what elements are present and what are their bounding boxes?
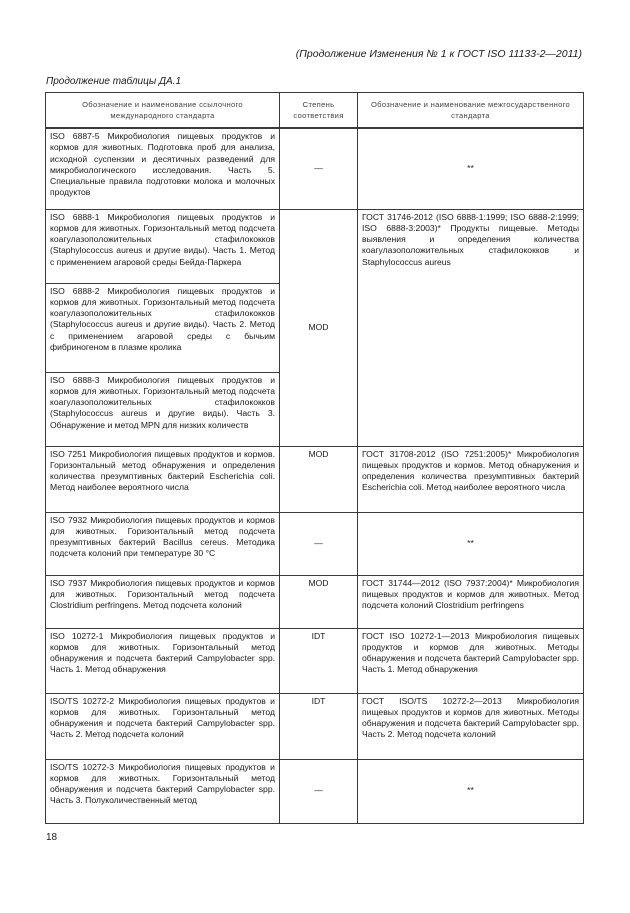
table-row — [46, 446, 584, 512]
table-row — [46, 693, 584, 759]
table-row — [46, 512, 584, 575]
ref-standard-cell: ISO 6888-3 Микробиология пищевых продуктов и кормов для животных. Горизонтальный метод подсчета коагулазоположительных стафилококков (Staphylococcus aureus и другие виды). Часть 3. Обнаружение и метод MPN для низких количеств — [46, 372, 280, 446]
table-row — [46, 575, 584, 628]
interstate-standard-cell: ** — [358, 128, 584, 209]
interstate-standard-cell: ** — [358, 512, 584, 575]
interstate-standard-cell: ГОСТ ISO 10272-1—2013 Микробиология пищевых продуктов и кормов для животных. Методы обнаружения и подсчета бактерий Campylobacter spp. Часть 1. Метод обнаружения — [358, 628, 584, 693]
degree-cell: — — [280, 128, 358, 209]
table-row — [46, 759, 584, 823]
interstate-standard-cell: ГОСТ 31708-2012 (ISO 7251:2005)* Микробиология пищевых продуктов и кормов. Метод обнаружения и определения количества презумптивных бактерий Escherichia coli. Метод наиболее вероятного числа — [358, 446, 584, 512]
ref-standard-cell: ISO/TS 10272-2 Микробиология пищевых продуктов и кормов для животных. Горизонтальный метод обнаружения и подсчета бактерий Campylobacter spp. Часть 2. Метод подсчета колоний — [46, 693, 280, 759]
ref-standard-cell: ISO 7251 Микробиология пищевых продуктов и кормов. Горизонтальный метод обнаружения и определения количества презумптивных бактерий Escherichia coli. Метод наиболее вероятного числа — [46, 446, 280, 512]
degree-cell: IDT — [280, 693, 358, 759]
page-number: 18 — [46, 832, 58, 843]
column-header-ref: Обозначение и наименование ссылочного международного стандарта — [46, 93, 280, 129]
degree-cell: MOD — [280, 209, 358, 446]
degree-cell: MOD — [280, 575, 358, 628]
ref-standard-cell: ISO 7937 Микробиология пищевых продуктов и кормов для животных. Горизонтальный метод подсчета Clostridium perfringens. Метод подсчета колоний — [46, 575, 280, 628]
table-row — [46, 128, 584, 209]
column-header-degree: Степень соответствия — [280, 93, 358, 129]
ref-standard-cell: ISO 10272-1 Микробиология пищевых продуктов и кормов для животных. Горизонтальный метод обнаружения и подсчета бактерий Campylobacter spp. Часть 1. Метод обнаружения — [46, 628, 280, 693]
ref-standard-cell: ISO 6888-2 Микробиология пищевых продуктов и кормов для животных. Горизонтальный метод подсчета коагулазоположительных стафилококков (Staphylococcus aureus и другие виды). Часть 2. Метод с применением агаровой среды с бычьим фибриногеном в плазме кролика — [46, 283, 280, 372]
degree-cell: IDT — [280, 628, 358, 693]
ref-standard-cell: ISO 6888-1 Микробиология пищевых продуктов и кормов для животных. Горизонтальный метод подсчета коагулазоположительных стафилококков (Staphylococcus aureus и другие виды). Часть 1. Метод с применением агаровой среды Бейда-Паркера — [46, 209, 280, 283]
table-header-row — [46, 93, 584, 129]
degree-cell: MOD — [280, 446, 358, 512]
ref-standard-cell: ISO 7932 Микробиология пищевых продуктов и кормов для животных. Горизонтальный метод подсчета презумптивных бактерий Bacillus cereus. Методика подсчета колоний при температуре 30 °С — [46, 512, 280, 575]
standards-table — [45, 92, 584, 824]
interstate-standard-cell: ГОСТ ISO/TS 10272-2—2013 Микробиология пищевых продуктов и кормов для животных. Методы обнаружения и подсчета бактерий Campylobacter spp. Часть 2. Метод подсчета колоний — [358, 693, 584, 759]
degree-cell: — — [280, 512, 358, 575]
ref-standard-cell: ISO 6887-5 Микробиология пищевых продуктов и кормов для животных. Подготовка проб для анализа, исходной суспензии и десятичных разведений для микробиологического исследования. Часть 5. Специальные правила подготовки молока и молочных продуктов — [46, 128, 280, 209]
interstate-standard-cell: ГОСТ 31746-2012 (ISO 6888-1:1999; ISO 6888-2:1999; ISO 6888-3:2003)* Продукты пищевые. Методы выявления и определения количества коагулазоположительных стафилококков и Staphylococcus aureus — [358, 209, 584, 446]
interstate-standard-cell: ** — [358, 759, 584, 823]
interstate-standard-cell: ГОСТ 31744—2012 (ISO 7937:2004)* Микробиология пищевых продуктов и кормов для животных. Метод подсчета колоний Clostridium perfringens — [358, 575, 584, 628]
table-caption: Продолжение таблицы ДА.1 — [46, 76, 182, 87]
table-row — [46, 628, 584, 693]
column-header-interstate: Обозначение и наименование межгосударственного стандарта — [358, 93, 584, 129]
continuation-note: (Продолжение Изменения № 1 к ГОСТ ISO 11133-2—2011) — [295, 48, 582, 60]
ref-standard-cell: ISO/TS 10272-3 Микробиология пищевых продуктов и кормов для животных. Горизонтальный метод обнаружения и подсчета бактерий Campylobacter spp. Часть 3. Полуколичественный метод — [46, 759, 280, 823]
degree-cell: — — [280, 759, 358, 823]
table-row — [46, 209, 584, 283]
